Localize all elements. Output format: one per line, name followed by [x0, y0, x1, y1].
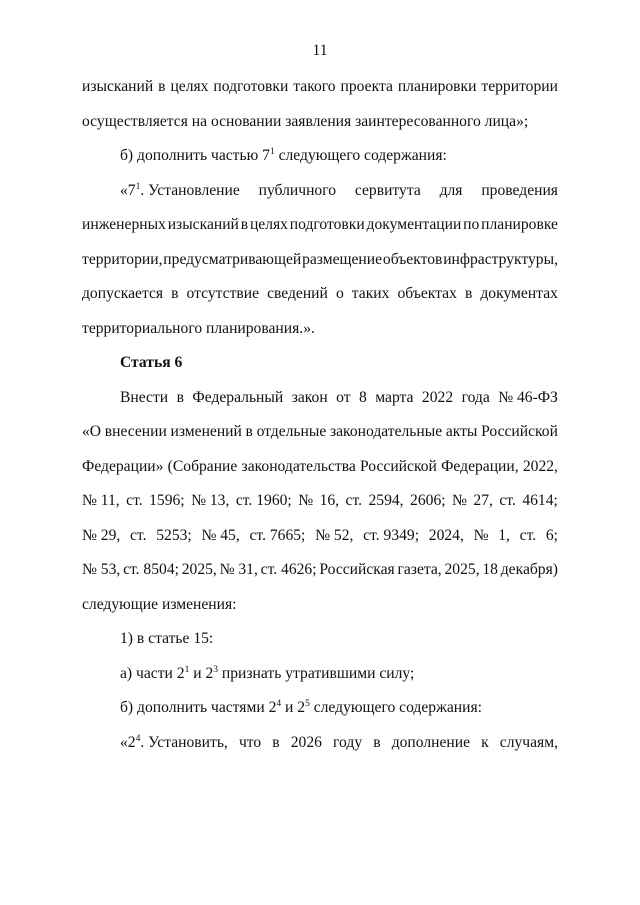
word: 27,	[473, 492, 493, 509]
word: года	[461, 388, 490, 406]
word: «О	[82, 423, 102, 440]
text-line: б) дополнить частями $2^4$ и $2^5$ следующего содержания:	[120, 699, 482, 716]
word: газета,	[397, 561, 442, 578]
word: таких	[351, 285, 390, 302]
word: документах	[480, 285, 558, 302]
text-line: 1) в статье 15:	[120, 630, 214, 647]
text-line: «$7^1$. Установление публичного сервитута для проведения	[120, 181, 558, 199]
word: 4614;	[522, 492, 558, 509]
word: инфраструктуры,	[443, 250, 558, 268]
word: по	[463, 216, 480, 233]
word: проекта	[340, 78, 393, 95]
word: № 11,	[82, 492, 120, 509]
word: инженерных	[82, 216, 166, 233]
text-line	[82, 525, 558, 560]
word: ст.	[499, 492, 516, 509]
word: Федерации,	[441, 457, 519, 475]
word: №	[473, 526, 489, 544]
word: подготовки	[213, 78, 289, 95]
document-body	[82, 76, 558, 766]
word: в	[176, 388, 184, 406]
word: целях	[249, 216, 288, 233]
word: территории	[481, 78, 558, 95]
word: такого	[293, 78, 336, 95]
word: Внести	[120, 388, 169, 406]
word: ст. 7665;	[249, 526, 306, 544]
word: Федерации»	[82, 457, 164, 475]
page-number: 11	[312, 42, 328, 59]
word: 2594,	[368, 492, 404, 509]
text-line	[82, 387, 558, 422]
word: декабря)	[500, 561, 558, 578]
word: 2025,	[444, 561, 480, 578]
word: внесении	[104, 423, 167, 440]
text-line: «$2^4$. Установить, что в 2026 году в дополнение к случаям,	[120, 733, 558, 751]
word: ст. 8504;	[123, 561, 179, 578]
word: № 46-ФЗ	[498, 388, 558, 406]
word: законодательные	[329, 423, 443, 440]
word: №	[452, 492, 467, 509]
word: № 13,	[191, 492, 230, 509]
text-line	[82, 76, 558, 111]
word: № 45,	[201, 526, 240, 544]
word: в	[158, 78, 166, 95]
text-line: осуществляется на основании заявления заинтересованного лица»;	[82, 112, 529, 130]
word: территории,	[82, 250, 163, 268]
word: отсутствие	[186, 285, 260, 302]
word: в	[464, 285, 473, 302]
word: от	[336, 388, 351, 406]
word: ст.	[345, 492, 363, 509]
word: в	[245, 423, 253, 440]
word: предусматривающей	[163, 250, 302, 268]
word: документации	[366, 216, 462, 233]
word: № 52,	[315, 526, 354, 544]
word: размещение	[302, 250, 383, 268]
word: планировки	[397, 78, 477, 95]
word: ст.	[130, 526, 147, 544]
word: № 53,	[82, 561, 121, 578]
text-line: следующие изменения:	[82, 595, 237, 613]
text-line: б) дополнить частью $7^1$ следующего содержания:	[120, 147, 447, 164]
word: ст. 4626;	[260, 561, 317, 578]
word: законодательства	[241, 457, 356, 475]
text-line	[82, 559, 558, 594]
text-line	[82, 421, 558, 456]
word: 2024,	[428, 526, 464, 544]
word: Федеральный	[192, 388, 284, 406]
word: целях	[170, 78, 209, 95]
text-line: территориального планирования.».	[82, 319, 315, 337]
text-line	[82, 249, 558, 284]
word: № 31,	[219, 561, 258, 578]
text-line	[82, 214, 558, 249]
text-line	[82, 283, 558, 318]
word: 1,	[498, 526, 510, 544]
word: планировке	[481, 216, 558, 233]
word: объектов	[382, 250, 443, 268]
word: 5253;	[156, 526, 192, 544]
word: объектах	[397, 285, 457, 302]
word: ст.	[519, 526, 537, 544]
word: изысканий	[82, 78, 154, 95]
word: ст. 9349;	[363, 526, 420, 544]
word: сведений	[267, 285, 328, 302]
word: допускается	[82, 285, 164, 302]
word: 1596;	[149, 492, 185, 509]
word: в	[240, 216, 249, 233]
word: о	[335, 285, 344, 302]
word: 18	[482, 561, 498, 578]
word: №	[298, 492, 314, 509]
article-heading: Статья 6	[120, 354, 183, 371]
word: марта	[375, 388, 414, 406]
word: 2022,	[522, 457, 558, 475]
word: 6;	[545, 526, 558, 544]
word: ст. 1960;	[235, 492, 292, 509]
word: 8	[359, 388, 367, 406]
word: № 29,	[82, 526, 121, 544]
word: изменений	[170, 423, 242, 440]
word: Российская	[319, 561, 395, 578]
word: 2025,	[181, 561, 217, 578]
word: Российской	[360, 457, 437, 475]
word: акты	[445, 423, 478, 440]
text-line: а) части $2^1$ и $2^3$ признать утратившими силу;	[120, 664, 415, 682]
word: 16,	[319, 492, 340, 509]
word: подготовки	[289, 216, 365, 233]
word: отдельные	[256, 423, 327, 440]
text-line	[82, 490, 558, 525]
word: (Собрание	[167, 457, 238, 475]
word: изысканий	[167, 216, 239, 233]
word: 2606;	[410, 492, 446, 509]
text-line	[82, 456, 558, 491]
word: закон	[291, 388, 328, 406]
word: 2022	[421, 388, 454, 406]
word: ст.	[126, 492, 143, 509]
word: Российской	[481, 423, 558, 440]
word: в	[171, 285, 179, 302]
